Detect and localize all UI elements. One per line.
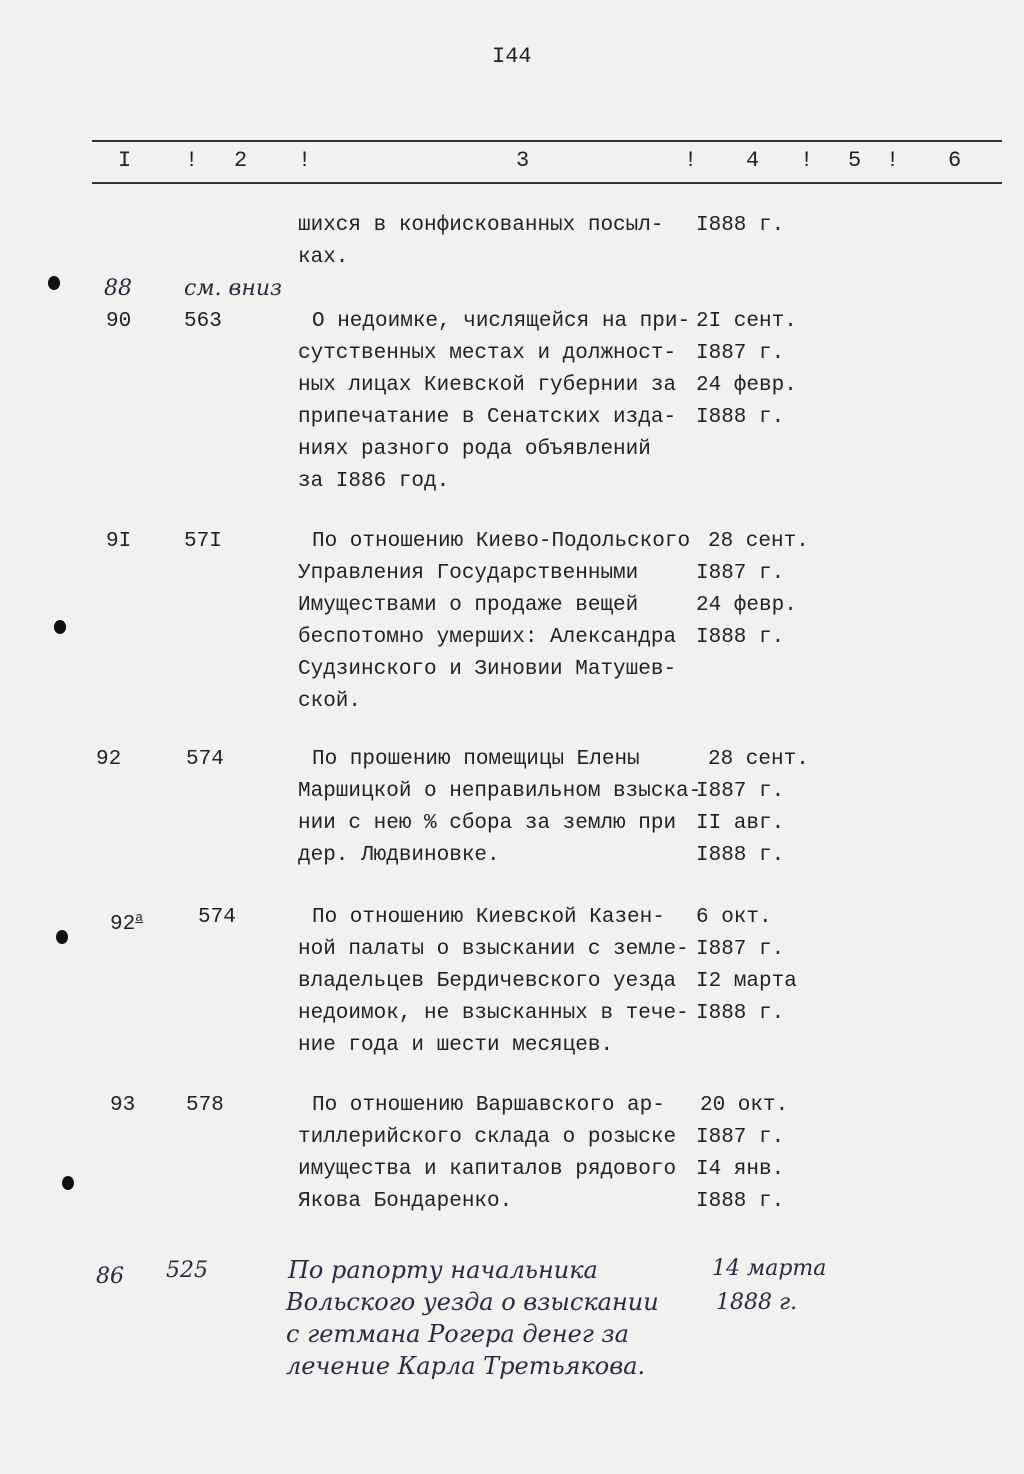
entry-description-line: припечатание в Сенатских изда- <box>298 406 677 429</box>
header-bottom-rule <box>92 182 1002 184</box>
column-header: 3 <box>516 148 530 173</box>
entry-file: 574 <box>198 906 236 929</box>
entry-description-line: ние года и шести месяцев. <box>298 1034 614 1057</box>
entry-date: I887 г. <box>696 780 785 803</box>
entry-description-line: Управления Государственными <box>298 562 639 585</box>
entry-number: 92 <box>96 748 122 771</box>
punch-hole <box>62 1176 74 1190</box>
entry-description-line: ниях разного рода объявлений <box>298 438 651 461</box>
entry-date: I888 г. <box>696 844 785 867</box>
entry-description-line: беспотомно умерших: Александра <box>298 626 677 649</box>
entry-description-line: за I886 год. <box>298 470 450 493</box>
entry-number-superscript: а <box>135 910 144 925</box>
entry-date: 6 окт. <box>696 906 772 929</box>
entry-description-line: По прошению помещицы Елены <box>312 748 640 771</box>
entry-description-line: владельцев Бердичевского уезда <box>298 970 677 993</box>
column-header: I <box>118 148 132 173</box>
entry-file: 574 <box>186 748 224 771</box>
punch-hole <box>56 930 68 944</box>
entry-date: 28 сент. <box>708 530 809 553</box>
entry-description-line: имущества и капиталов рядового <box>298 1158 677 1181</box>
entry-number-main: 92 <box>110 913 136 936</box>
entry-date: I888 г. <box>696 1190 785 1213</box>
entry-date: I887 г. <box>696 562 785 585</box>
column-separator: ! <box>684 148 698 173</box>
entry-date: I887 г. <box>696 1126 785 1149</box>
entry-number <box>110 902 143 941</box>
column-separator: ! <box>185 148 199 173</box>
page-number: I44 <box>492 44 532 69</box>
column-header: 2 <box>234 148 248 173</box>
entry-description-line: Судзинского и Зиновии Матушев- <box>298 658 677 681</box>
continuation-date: I888 г. <box>696 214 785 237</box>
entry-date: 28 сент. <box>708 748 809 771</box>
entry-date: 2I сент. <box>696 310 797 333</box>
column-header: 5 <box>848 148 862 173</box>
entry-date: I887 г. <box>696 938 785 961</box>
entry-description-line: Якова Бондаренко. <box>298 1190 513 1213</box>
continuation-line: шихся в конфискованных посыл- <box>298 214 664 237</box>
handwritten-number: 86 <box>96 1264 124 1289</box>
handwritten-description-line: лечение Карла Третьякова. <box>286 1352 646 1380</box>
entry-description-line: По отношению Варшавского ар- <box>312 1094 665 1117</box>
continuation-line: ках. <box>298 246 349 269</box>
handwritten-description-line: с гетмана Рогера денег за <box>286 1320 629 1348</box>
entry-description-line: По отношению Киево-Подольского <box>312 530 691 553</box>
entry-file: 563 <box>184 310 222 333</box>
punch-hole <box>48 276 60 290</box>
handwritten-date: 1888 г. <box>716 1290 798 1315</box>
entry-description-line: Имуществами о продаже вещей <box>298 594 639 617</box>
handwritten-file: 525 <box>166 1258 208 1283</box>
entry-description-line: ных лицах Киевской губернии за <box>298 374 677 397</box>
entry-description-line: тиллерийского склада о розыске <box>298 1126 677 1149</box>
column-separator: ! <box>886 148 900 173</box>
column-separator: ! <box>800 148 814 173</box>
entry-number: 93 <box>110 1094 136 1117</box>
entry-file: 578 <box>186 1094 224 1117</box>
entry-date: I888 г. <box>696 1002 785 1025</box>
entry-description-line: дер. Людвиновке. <box>298 844 500 867</box>
handwritten-description-line: По рапорту начальника <box>288 1256 598 1284</box>
entry-date: 24 февр. <box>696 374 797 397</box>
entry-date: I888 г. <box>696 626 785 649</box>
margin-note-text: см. вниз <box>184 276 283 301</box>
entry-date: 24 февр. <box>696 594 797 617</box>
entry-description-line: О недоимке, числящейся на при- <box>312 310 691 333</box>
margin-note-number: 88 <box>104 276 132 301</box>
entry-number: 90 <box>106 310 132 333</box>
entry-file: 57I <box>184 530 222 553</box>
entry-date: 20 окт. <box>700 1094 789 1117</box>
column-separator: ! <box>298 148 312 173</box>
entry-description-line: ской. <box>298 690 362 713</box>
entry-date: II авг. <box>696 812 785 835</box>
entry-date: I887 г. <box>696 342 785 365</box>
entry-description-line: недоимок, не взысканных в тече- <box>298 1002 689 1025</box>
entry-date: I888 г. <box>696 406 785 429</box>
entry-description-line: По отношению Киевской Казен- <box>312 906 665 929</box>
header-top-rule <box>92 140 1002 142</box>
handwritten-date: 14 марта <box>712 1256 827 1281</box>
entry-number: 9I <box>106 530 132 553</box>
handwritten-description-line: Вольского уезда о взыскании <box>286 1288 659 1316</box>
entry-description-line: нии с нею % сбора за землю при <box>298 812 677 835</box>
entry-date: I2 марта <box>696 970 797 993</box>
entry-description-line: ной палаты о взыскании с земле- <box>298 938 689 961</box>
entry-description-line: Маршицкой о неправильном взыска- <box>298 780 702 803</box>
column-header: 6 <box>948 148 962 173</box>
entry-date: I4 янв. <box>696 1158 785 1181</box>
column-header: 4 <box>746 148 760 173</box>
entry-description-line: сутственных местах и должност- <box>298 342 677 365</box>
punch-hole <box>54 620 66 634</box>
